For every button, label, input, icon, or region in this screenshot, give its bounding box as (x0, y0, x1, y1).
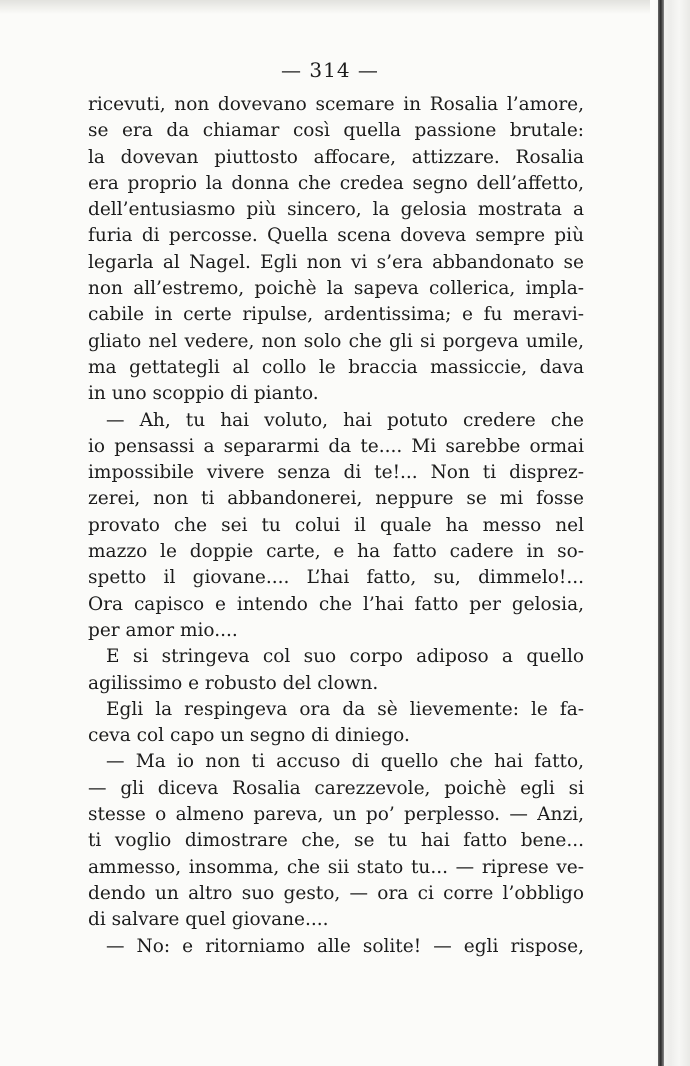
text-line: ammesso, insomma, che sii stato tu... — riprese ve- (88, 856, 584, 878)
text-line: E si stringeva col suo corpo adiposo a quello (106, 646, 584, 668)
text-line: — gli diceva Rosalia carezzevole, poichè egli si (88, 777, 584, 799)
text-line: ti voglio dimostrare che, se tu hai fatto bene... (88, 830, 584, 852)
text-line: la dovevan piuttosto affocare, attizzare. Rosalia (88, 146, 584, 168)
text-line: furia di percosse. Quella scena doveva sempre più (88, 225, 584, 247)
body-text (88, 92, 584, 960)
book-spine-edge (658, 0, 664, 1066)
text-line: spetto il giovane.... L’hai fatto, su, dimmelo!... (88, 567, 584, 589)
text-line: — Ma io non ti accuso di quello che hai fatto, (106, 751, 584, 773)
text-line: se era da chiamar così quella passione brutale: (88, 120, 584, 142)
text-line: ceva col capo un segno di diniego. (88, 725, 410, 747)
text-line: per amor mio.... (88, 619, 238, 641)
page-top-shadow (0, 0, 650, 14)
text-line: provato che sei tu colui il quale ha messo nel (88, 514, 584, 536)
text-line: di salvare quel giovane.... (88, 909, 329, 931)
text-line: Egli la respingeva ora da sè lievemente: le fa- (106, 698, 584, 720)
text-line: legarla al Nagel. Egli non vi s’era abbandonato se (88, 251, 584, 273)
text-line: zerei, non ti abbandonerei, neppure se mi fosse (88, 488, 584, 510)
text-line: era proprio la donna che credea segno dell’affetto, (88, 172, 584, 194)
text-line: gliato nel vedere, non solo che gli si porgeva umile, (88, 330, 584, 352)
text-line: cabile in certe ripulse, ardentissima; e fu meravi- (88, 304, 584, 326)
text-line: ricevuti, non dovevano scemare in Rosalia l’amore, (88, 94, 584, 115)
text-line: agilissimo e robusto del clown. (88, 672, 379, 694)
text-line: impossibile vivere senza di te!... Non ti disprez- (88, 462, 584, 484)
page-number: — 314 — (281, 58, 379, 82)
text-line: — No: e ritorniamo alle solite! — egli rispose, (106, 935, 584, 957)
text-line: in uno scoppio di pianto. (88, 383, 319, 405)
text-line: Ora capisco e intendo che l’hai fatto per gelosia, (88, 593, 584, 615)
text-line: dendo un altro suo gesto, — ora ci corre l’obbligo (88, 882, 584, 904)
text-line: — Ah, tu hai voluto, hai potuto credere che (106, 409, 584, 431)
text-line: non all’estremo, poichè la sapeva collerica, impla- (88, 278, 584, 300)
text-line: dell’entusiasmo più sincero, la gelosia mostrata a (88, 199, 584, 221)
text-line: mazzo le doppie carte, e ha fatto cadere in so- (88, 541, 584, 563)
text-line: io pensassi a separarmi da te.... Mi sarebbe ormai (88, 435, 584, 457)
text-line: stesse o almeno pareva, un po’ perplesso. — Anzi, (88, 804, 584, 826)
text-line: ma gettategli al collo le braccia massiccie, dava (88, 356, 584, 378)
